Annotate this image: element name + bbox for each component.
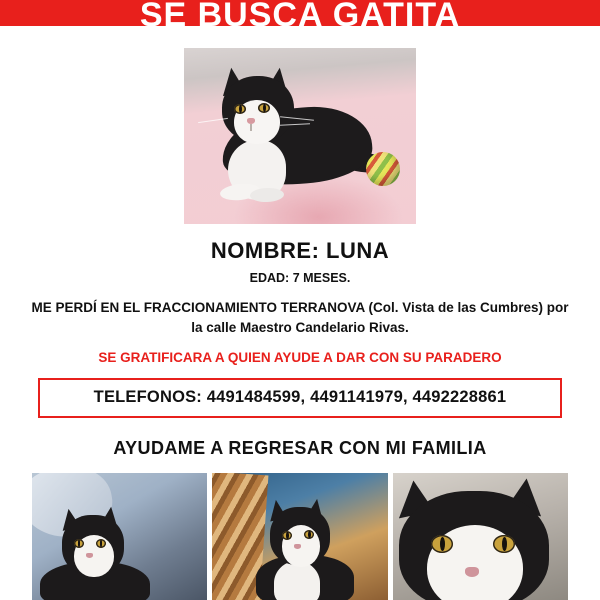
cat-age: EDAD: 7 MESES. — [249, 271, 351, 286]
phone-box — [38, 378, 562, 418]
reward-text: SE GRATIFICARA A QUIEN AYUDE A DAR CON SU PARADERO — [98, 350, 502, 366]
cat-photo-thumb-2 — [212, 473, 387, 600]
poster-banner — [0, 0, 600, 26]
phone-numbers: TELEFONOS: 4491484599, 4491141979, 4492228861 — [93, 388, 507, 407]
cat-photo-main — [184, 48, 416, 224]
cat-eye-left — [431, 535, 453, 553]
cat-toy-ball — [366, 152, 400, 186]
cat-photo-thumb-3 — [393, 473, 568, 600]
cat-nose — [465, 567, 479, 577]
cat-muzzle-line — [250, 124, 252, 131]
cat-photo-thumb-1 — [32, 473, 207, 600]
cat-chest — [274, 561, 320, 600]
cat-name: NOMBRE: LUNA — [210, 238, 390, 264]
poster-banner-title: SE BUSCA GATITA — [139, 0, 461, 26]
help-message: AYUDAME A REGRESAR CON MI FAMILIA — [113, 438, 487, 459]
cat-eye-right — [258, 103, 270, 113]
cat-eye-left — [234, 104, 246, 114]
lost-location-text: ME PERDÍ EN EL FRACCIONAMIENTO TERRANOVA (Col. Vista de las Cumbres) por la calle Maestro Candelario Rivas. — [31, 300, 569, 335]
cat-photo-strip — [32, 473, 568, 600]
cat-photo-main-image — [184, 48, 416, 224]
cat-eye-right — [493, 535, 515, 553]
cat-paw-front-right — [250, 187, 284, 202]
